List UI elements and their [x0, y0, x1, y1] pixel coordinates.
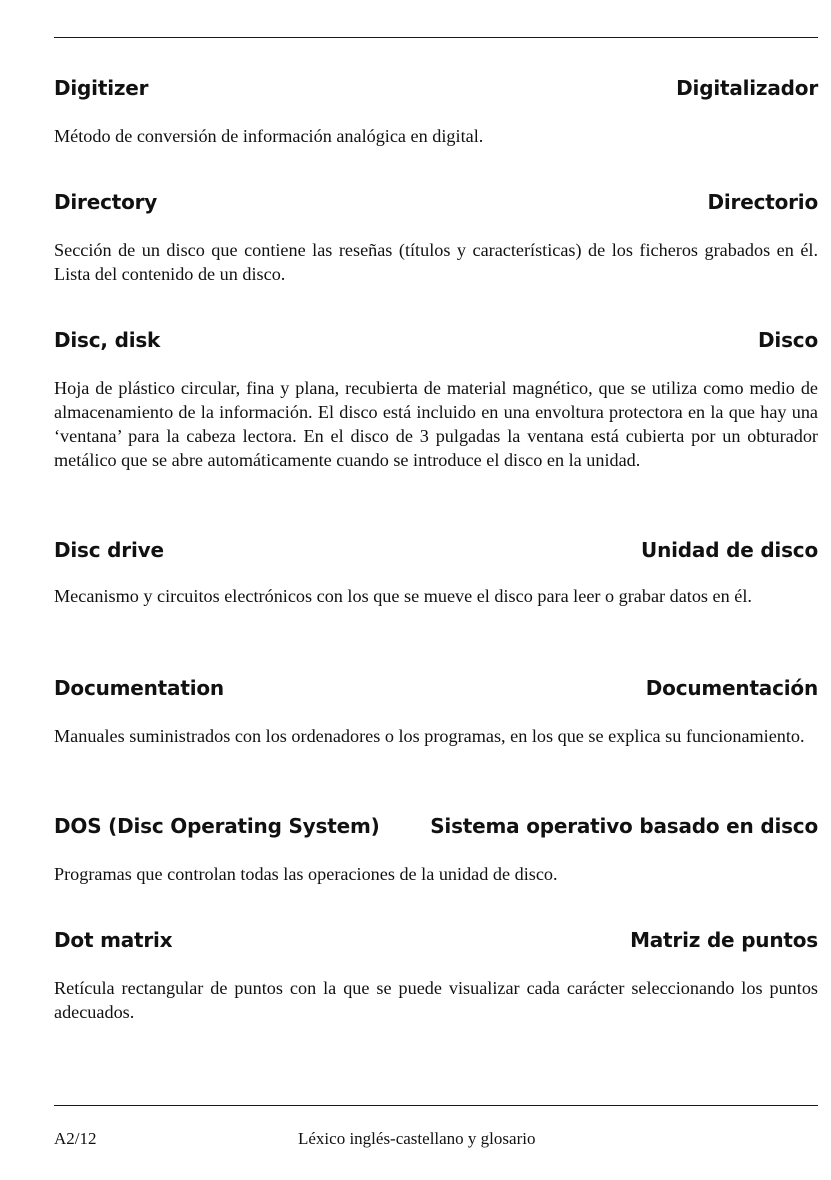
glossary-entry-documentation	[54, 674, 818, 748]
glossary-entry-dos	[54, 812, 818, 886]
entry-term: DOS (Disc Operating System)	[54, 814, 380, 838]
entry-heading	[54, 812, 818, 840]
entry-translation: Digitalizador	[676, 76, 818, 100]
entry-translation: Documentación	[645, 676, 818, 700]
glossary-entry-disc-drive	[54, 536, 818, 608]
entry-term: Dot matrix	[54, 928, 173, 952]
entry-definition: Mecanismo y circuitos electrónicos con los que se mueve el disco para leer o grabar datos en él.	[54, 586, 752, 606]
page-number: A2/12	[54, 1129, 97, 1148]
entry-definition: Sección de un disco que contiene las reseñas (títulos y características) de los ficheros grabados en él. Lista del contenido de un disco.	[54, 240, 818, 284]
entry-definition: Manuales suministrados con los ordenadores o los programas, en los que se explica su funcionamiento.	[54, 726, 805, 746]
entry-heading	[54, 326, 818, 354]
footer-title: Léxico inglés-castellano y glosario	[298, 1129, 536, 1148]
entry-heading	[54, 74, 818, 102]
entry-heading	[54, 536, 818, 564]
entry-heading	[54, 674, 818, 702]
top-rule	[54, 37, 818, 38]
entry-translation: Matriz de puntos	[630, 928, 818, 952]
entry-term: Disc, disk	[54, 328, 161, 352]
entry-term: Disc drive	[54, 538, 164, 562]
entry-term: Documentation	[54, 676, 224, 700]
entry-term: Digitizer	[54, 76, 149, 100]
entry-definition: Programas que controlan todas las operaciones de la unidad de disco.	[54, 864, 558, 884]
entry-definition: Método de conversión de información analógica en digital.	[54, 126, 484, 146]
entry-translation: Directorio	[707, 190, 818, 214]
entry-translation: Unidad de disco	[641, 538, 818, 562]
entry-definition: Hoja de plástico circular, fina y plana, recubierta de material magnético, que se utiliza como medio de almacenamiento de la información. El disco está incluido en una envoltura protectora en la que hay una ‘ventana’ para la cabeza lectora. En el disco de 3 pulgadas la ventana está cubierta por un obturador metálico que se abre automáticamente cuando se introduce el disco en la unidad.	[54, 378, 818, 470]
entry-heading	[54, 188, 818, 216]
entry-translation: Disco	[758, 328, 818, 352]
entry-translation: Sistema operativo basado en disco	[430, 814, 818, 838]
glossary-entry-disc	[54, 326, 818, 472]
glossary-entry-directory	[54, 188, 818, 286]
bottom-rule	[54, 1105, 818, 1106]
entry-definition: Retícula rectangular de puntos con la que se puede visualizar cada carácter seleccionando los puntos adecuados.	[54, 978, 818, 1022]
entry-heading	[54, 926, 818, 954]
glossary-entry-dot-matrix	[54, 926, 818, 1024]
glossary-entry-digitizer	[54, 74, 818, 148]
entry-term: Directory	[54, 190, 158, 214]
